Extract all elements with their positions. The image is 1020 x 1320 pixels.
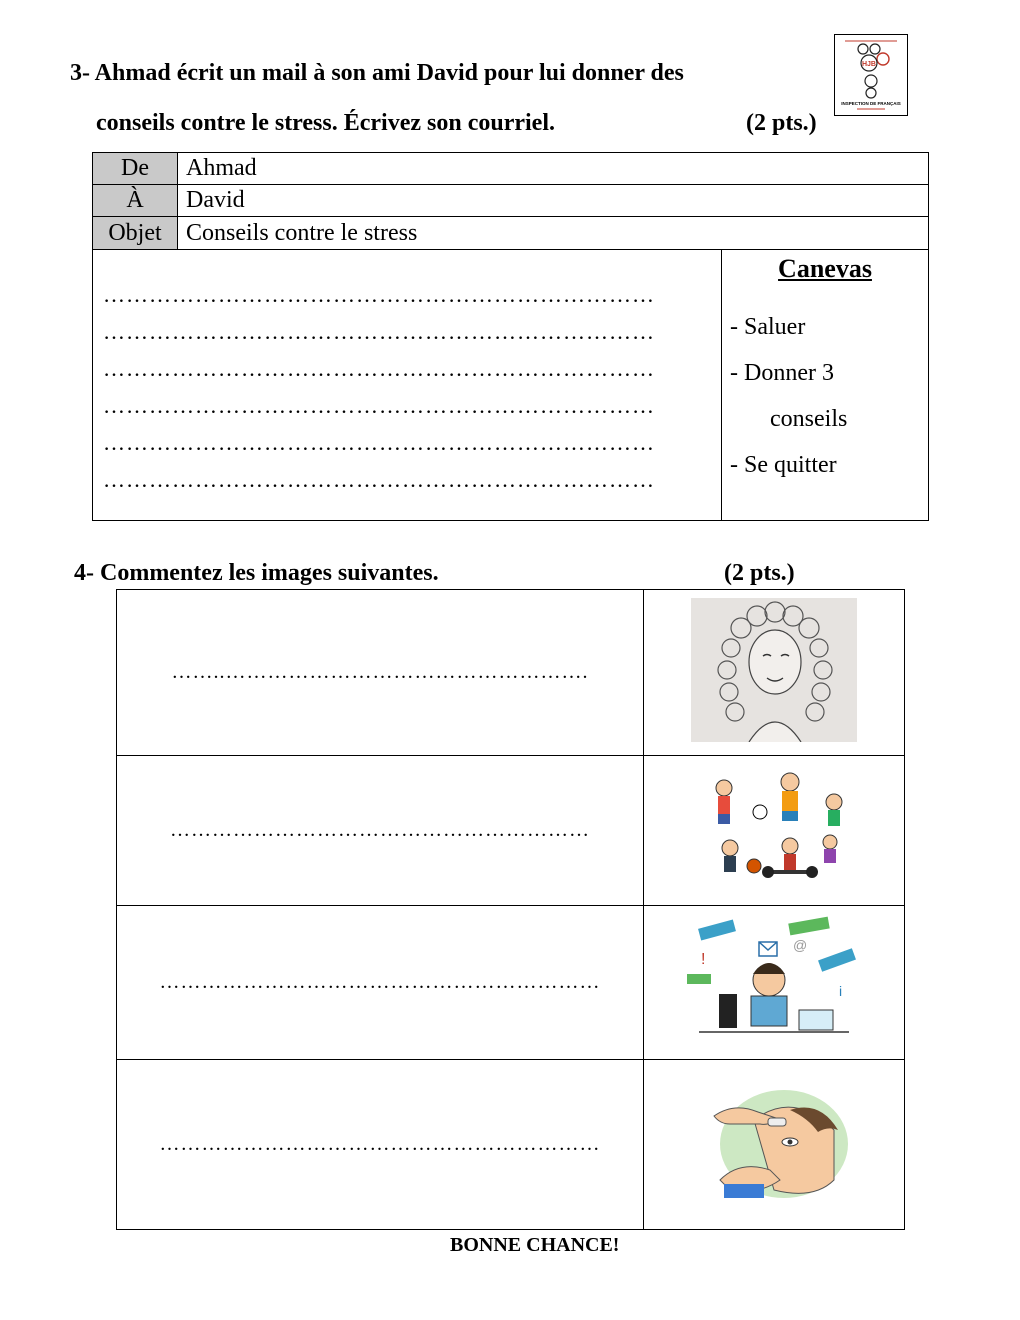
- q3-title-line1: 3- Ahmad écrit un mail à son ami David pour lui donner des: [70, 60, 684, 86]
- comment-answer-cell[interactable]: ……………………………………………………: [117, 756, 644, 906]
- answer-line: ………………………………………………………………: [103, 319, 655, 344]
- canevas-item: - Se quitter: [730, 452, 837, 478]
- field-label-from: De: [93, 153, 178, 185]
- svg-text:i: i: [839, 983, 843, 999]
- curly-girl-sketch-icon: [691, 598, 857, 742]
- answer-line: ………………………………………………………………: [103, 282, 655, 307]
- comment-answer-cell[interactable]: ……..…………………………………………….: [117, 590, 644, 756]
- image-cell: [644, 1060, 905, 1230]
- answer-line: ………………………………………………………………: [103, 356, 655, 381]
- mail-field-row: [93, 185, 929, 217]
- mail-field-row: [93, 217, 929, 250]
- canevas-title: Canevas: [778, 254, 872, 283]
- inspection-logo: [834, 34, 908, 116]
- image-row: [117, 590, 905, 756]
- mail-field-row: [93, 153, 929, 185]
- image-row: [117, 756, 905, 906]
- mail-table: [92, 152, 929, 521]
- mail-body-area[interactable]: [93, 250, 722, 521]
- q4-points: (2 pts.): [724, 560, 795, 586]
- q4-title: 4- Commentez les images suivantes.: [74, 560, 439, 586]
- image-cell: [644, 906, 905, 1060]
- canevas-item: - Saluer: [730, 314, 806, 340]
- field-label-to: À: [93, 185, 178, 217]
- comment-answer-cell[interactable]: ………………………………………………………: [117, 906, 644, 1060]
- answer-line: ………………………………………………………………: [103, 430, 655, 455]
- stressed-worker-icon: [679, 914, 869, 1046]
- closing-message: BONNE CHANCE!: [450, 1234, 620, 1256]
- image-row: [117, 906, 905, 1060]
- field-value-to: David: [178, 185, 929, 217]
- q3-title-line2: conseils contre le stress. Écrivez son courriel.: [96, 110, 555, 136]
- image-cell: [644, 590, 905, 756]
- canevas-item: - Donner 3: [730, 360, 834, 386]
- comment-answer-cell[interactable]: ………………………………………………………: [117, 1060, 644, 1230]
- q3-points: (2 pts.): [746, 110, 817, 136]
- image-row: [117, 1060, 905, 1230]
- logo-emblem-icon: [835, 35, 907, 115]
- svg-text:!: !: [701, 951, 706, 968]
- svg-text:HJB: HJB: [861, 61, 877, 68]
- field-value-from: Ahmad: [178, 153, 929, 185]
- eye-drops-icon: [694, 1080, 854, 1204]
- field-label-subject: Objet: [93, 217, 178, 250]
- canevas-panel: [722, 250, 929, 521]
- children-sports-icon: [694, 768, 854, 888]
- answer-line: ………………………………………………………………: [103, 393, 655, 418]
- answer-line: ………………………………………………………………: [103, 467, 655, 492]
- images-table: [116, 589, 905, 1230]
- svg-text:INSPECTION DE FRANÇAIS: INSPECTION DE FRANÇAIS: [841, 101, 901, 106]
- image-cell: [644, 756, 905, 906]
- canevas-item: conseils: [770, 406, 848, 432]
- field-value-subject: Conseils contre le stress: [178, 217, 929, 250]
- svg-text:@: @: [793, 937, 808, 953]
